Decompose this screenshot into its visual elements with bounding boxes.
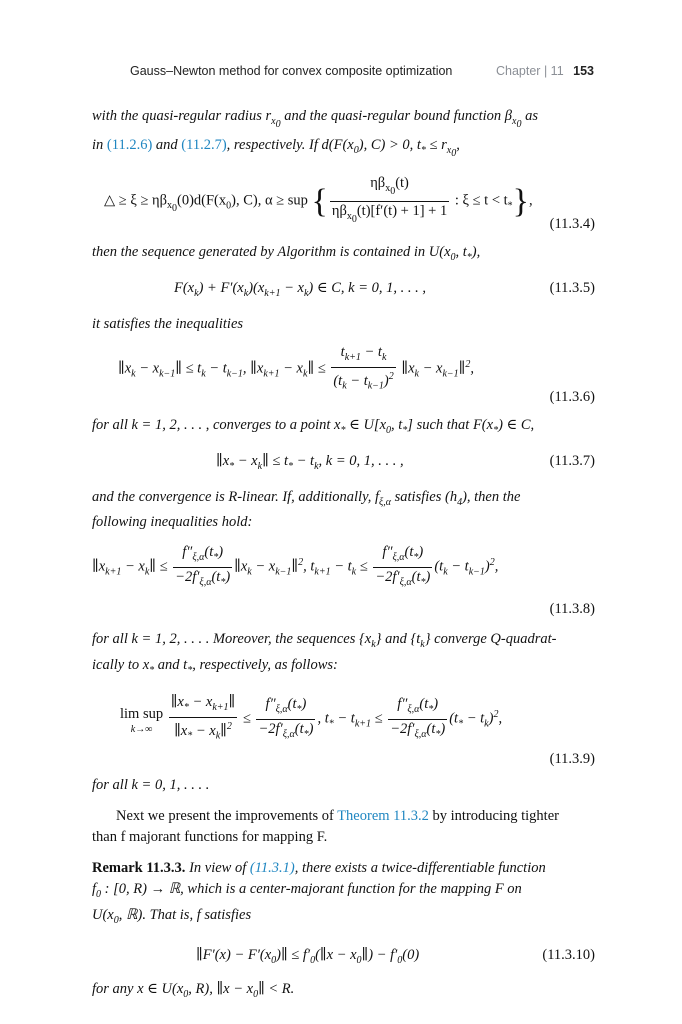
paragraph-forany: for any x ∈ $U(x_0$, R), ∥x − $x_0\parallel < R$.: [92, 981, 295, 1000]
equation-11-3-10: ∥F′(x) − $F'(x_0)\parallel$ ≤ $f'_0(\parallel x$ − $x_0\parallel) - f'_0(0)$ (11.3.10): [196, 947, 595, 966]
page-body: [92, 106, 595, 1005]
equation-number: (11.3.4): [549, 215, 595, 232]
remark-11-3-3: Remark 11.3.3. In view of (11.3.1), there exists a twice-differentiable function $f_0$ : [0, R) → ℝ, which is a center-majorant function for the mapping F on $U(x_0$, ℝ). That is, f satisfies: [92, 860, 546, 927]
paragraph-sequence: then the sequence generated by Algorithm is contained in $U(x_0$, $t_*$),: [92, 243, 481, 263]
running-title: Gauss–Newton method for convex composite optimization: [130, 64, 453, 78]
remark-label: Remark 11.3.3.: [92, 860, 186, 877]
paragraph-rlinear: and the convergence is R-linear. If, additionally, $f_{\xi,\alpha}$ satisfies $(h_4)$, then the following inequalities hold:: [92, 488, 521, 531]
paragraph-intro: with the quasi-regular radius $r_{x_0}$ and the quasi-regular bound function $\beta_{x_0}$ as in (11.2.6) and (11.2.7), respectively. If $d(F(x_0)$, C) > 0, $t_* \le r_{x_0}$,: [92, 108, 538, 159]
ref-11-2-7[interactable]: (11.2.7): [181, 136, 227, 153]
chapter-label: Chapter: [495, 64, 541, 78]
ref-theorem-11-3-2[interactable]: Theorem 11.3.2: [337, 808, 429, 825]
paragraph-moreover: for all k = 1, 2, . . . . Moreover, the sequences $\{x_k\}$ and $\{t_k\}$ converge Q-quadrat- ically to $x_*$ and $t_*$, respectively, as follows:: [92, 631, 557, 677]
running-header: Gauss–Newton method for convex composite optimization Chapter | 11 153: [130, 64, 594, 78]
equation-11-3-5: $F(x_k) + F'(x_k)(x_{k+1} - x_k)$ ∈ C, k = 0, 1, . . . , (11.3.5): [174, 279, 595, 299]
paragraph-next: Next we present the improvements of Theorem 11.3.2 by introducing tighter than f majorant functions for mapping F.: [92, 808, 559, 846]
equation-11-3-4: △ ≥ $\xi \ge \eta\beta_{x_0}(0)d(F(x_0)$, C), α ≥ sup { $\frac{\eta\beta_{x_0}(t)}{\eta\beta_{x_0}(t)[f'(t) + 1] + 1}$ : $\xi \le t < t_*$}, (11.3.4): [92, 170, 595, 236]
page-number: 153: [573, 64, 594, 78]
equation-11-3-7: $\parallel x_*$ − $x_k\parallel \le t_* - t_k$, k = 0, 1, . . . , (11.3.7): [216, 452, 595, 472]
ref-11-2-6[interactable]: (11.2.6): [106, 136, 153, 153]
equation-11-3-9: lim sup k→∞ $\frac{\parallel x_* - x_{k+1}\parallel}{\parallel x_* - x_k\parallel^2}$ ≤ $\frac{f''_{\xi,\alpha}(t_*)}{-2f'_{\xi,\alpha}(t_*)}$ , $t_* - t_{k+1}$ ≤ $\frac{f''_{\xi,\alpha}(t_*)}{-2f'_{\xi,\alpha}(t_*)}$ $(t_* - t_k)^2$, (11.3.9): [120, 694, 595, 768]
equation-11-3-6: $\parallel x_k$ − $x_{k-1}\parallel \le t_k - t_{k-1}$, $\parallel x_{k+1}$ − $x_k\parallel$ ≤ $\frac{t_{k+1} - t_k}{(t_k - t_{k-1})^2}$ $\parallel x_k$ − $x_{k-1}\parallel^2$, (11.3.6): [118, 343, 595, 405]
paragraph-inequalities: it satisfies the inequalities: [92, 315, 244, 332]
equation-11-3-8: $\parallel x_{k+1}$ − $x_k\parallel$ ≤ $\frac{f''_{\xi,\alpha}(t_*)}{-2f'_{\xi,\alpha}(t_*)}$ $\parallel x_k$ − $x_{k-1}\parallel^2$, $t_{k+1} - t_k$ ≤ $\frac{f''_{\xi,\alpha}(t_*)}{-2f'_{\xi,\alpha}(t_*)}$ $(t_k - t_{k-1})^2$, (11.3.8): [92, 544, 595, 618]
ref-11-3-1[interactable]: (11.3.1): [249, 860, 295, 877]
chapter-number: 11: [550, 64, 564, 78]
paragraph-forall: for all k = 0, 1, . . . .: [92, 777, 210, 794]
paragraph-converges: for all k = 1, 2, . . . , converges to a point $x_*$ ∈ $U[x_0$, $t_*$] such that $F(x_*)$ ∈ C,: [92, 416, 535, 436]
